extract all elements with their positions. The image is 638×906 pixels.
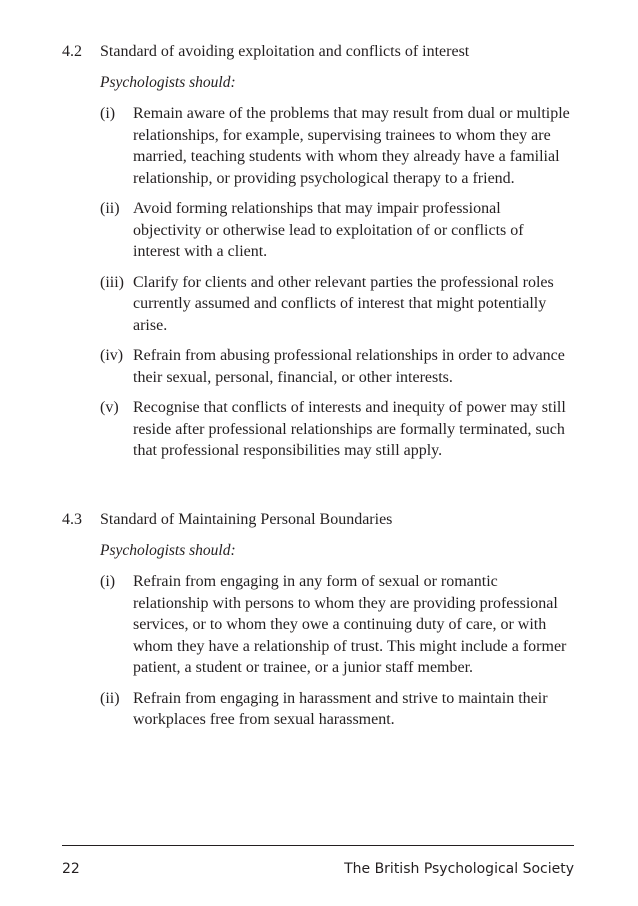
item-text: Refrain from engaging in harassment and strive to maintain their workplaces free from sexual harassment. bbox=[133, 689, 548, 728]
section-lead: Psychologists should: bbox=[100, 74, 236, 91]
section-number: 4.3 bbox=[62, 511, 82, 528]
publisher-name: The British Psychological Society bbox=[344, 861, 574, 877]
item-text: Clarify for clients and other relevant parties the professional roles currently assumed and conflicts of interest that might potentially arise. bbox=[133, 273, 554, 334]
item-list bbox=[62, 103, 582, 462]
item-numeral: (ii) bbox=[100, 200, 120, 217]
list-item bbox=[100, 397, 573, 462]
item-numeral: (i) bbox=[100, 573, 116, 590]
section-title: Standard of avoiding exploitation and conflicts of interest bbox=[100, 43, 470, 60]
item-text: Refrain from engaging in any form of sexual or romantic relationship with persons to whom they are providing professional services, or to whom they owe a continuing duty of care, or with whom they have a relationship of trust. This might include a former patient, a student or trainee, or a junior staff member. bbox=[133, 573, 567, 676]
list-item bbox=[100, 688, 573, 731]
section-lead: Psychologists should: bbox=[100, 542, 236, 559]
item-list bbox=[62, 571, 582, 731]
list-item bbox=[100, 272, 573, 337]
item-text: Refrain from abusing professional relationships in order to advance their sexual, personal, financial, or other interests. bbox=[133, 347, 565, 386]
list-item bbox=[100, 198, 573, 263]
item-numeral: (v) bbox=[100, 399, 119, 416]
item-numeral: (i) bbox=[100, 105, 116, 122]
section-number: 4.2 bbox=[62, 43, 82, 60]
item-text: Recognise that conflicts of interests and inequity of power may still reside after professional relationships are formally terminated, such that professional responsibilities may still apply. bbox=[133, 399, 566, 459]
item-text: Remain aware of the problems that may result from dual or multiple relationships, for example, supervising trainees to whom they are married, teaching students with whom they already have a familial relationship, or providing psychological therapy to a friend. bbox=[133, 105, 570, 187]
section-title: Standard of Maintaining Personal Boundaries bbox=[100, 511, 393, 528]
item-numeral: (iv) bbox=[100, 347, 124, 364]
list-item bbox=[100, 571, 573, 679]
section-heading bbox=[62, 41, 582, 63]
section-4-2 bbox=[62, 41, 582, 462]
page-number: 22 bbox=[62, 861, 80, 877]
list-item bbox=[100, 103, 573, 189]
list-item bbox=[100, 345, 573, 388]
footer-divider bbox=[62, 845, 574, 846]
section-heading bbox=[62, 509, 582, 531]
item-text: Avoid forming relationships that may impair professional objectivity or otherwise lead to exploitation of or conflicts of interest with a client. bbox=[133, 200, 524, 260]
item-numeral: (ii) bbox=[100, 689, 120, 707]
item-numeral: (iii) bbox=[100, 273, 124, 291]
section-4-3 bbox=[62, 509, 582, 731]
